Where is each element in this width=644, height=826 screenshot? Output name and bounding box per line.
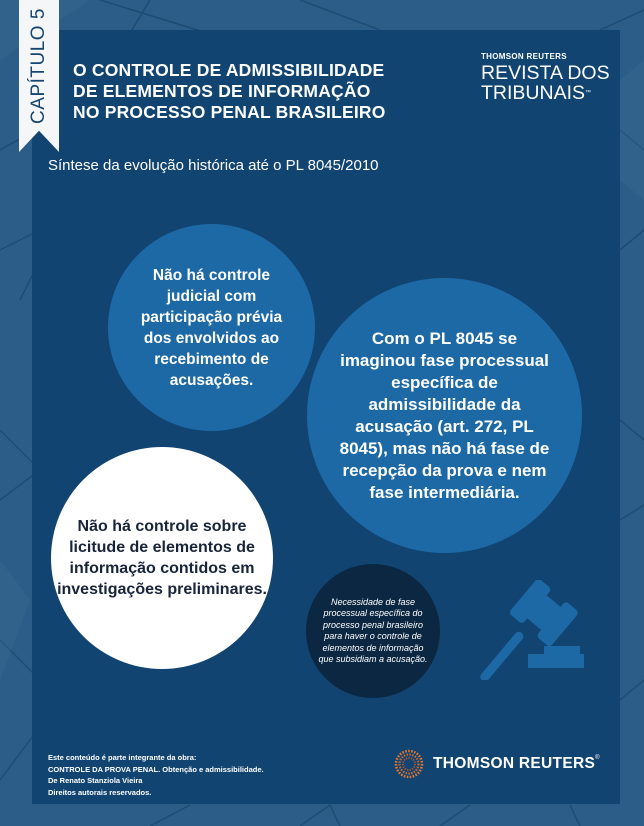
circle-text: Com o PL 8045 se imaginou fase processual específica de admissibilidade da acusação (art. 272, PL 8045), mas não há fase de recepção da prova e nem fase intermediária. (339, 328, 550, 502)
title-line-3: NO PROCESSO PENAL BRASILEIRO (73, 102, 386, 122)
title-line-1: O CONTROLE DE ADMISSIBILIDADE (73, 60, 385, 80)
logo-text-wrap (433, 755, 600, 773)
logo-text: THOMSON REUTERS (433, 755, 596, 772)
footer-line-4: Direitos autorais reservados. (48, 787, 152, 797)
circle-text: Necessidade de fase processual específica do processo penal brasileiro para haver o controle de elementos de informação que subsidiam a acusação. (318, 596, 428, 664)
brand-name-line-2: TRIBUNAIS (481, 82, 586, 104)
circle-text: Não há controle judicial com participação prévia dos envolvidos ao recebimento de acusações. (140, 266, 283, 389)
brand-name (481, 63, 610, 103)
subtitle: Síntese da evolução histórica até o PL 8045/2010 (48, 157, 379, 174)
brand-name-line-2-wrap (481, 83, 610, 103)
brand-logo (481, 52, 610, 103)
circle-necessity (306, 564, 440, 698)
registered-symbol: ® (595, 755, 600, 761)
brand-publisher: THOMSON REUTERS (481, 52, 567, 61)
thomson-reuters-logo-icon (394, 749, 424, 779)
circle-pl-8045 (307, 278, 582, 553)
footer-line-3: De Renato Stanziola Vieira (48, 776, 143, 785)
gavel-icon (478, 580, 588, 680)
page-title (73, 60, 403, 123)
brand-name-line-1: REVISTA DOS (481, 62, 610, 84)
chapter-label: CAPÍTULO 5 (28, 8, 49, 124)
circle-licitude-control (51, 447, 273, 669)
footer-credits (48, 752, 264, 798)
circle-judicial-control (108, 224, 315, 431)
title-line-2: DE ELEMENTOS DE INFORMAÇÃO (73, 81, 371, 101)
footer-line-2: CONTROLE DA PROVA PENAL. Obtenção e admissibilidade. (48, 764, 264, 774)
trademark-symbol: ™ (585, 90, 592, 96)
footer-line-1: Este conteúdo é parte integrante da obra: (48, 753, 197, 762)
thomson-reuters-logo (394, 749, 600, 779)
circle-text: Não há controle sobre licitude de elementos de informação contidos em investigações preliminares. (57, 518, 267, 598)
